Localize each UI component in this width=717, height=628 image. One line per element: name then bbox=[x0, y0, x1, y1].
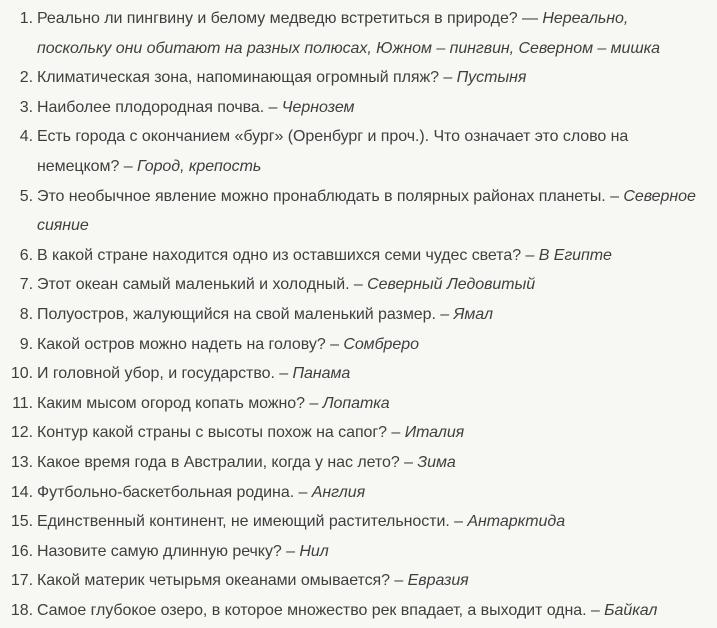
item-number: 16. bbox=[10, 542, 33, 560]
item-answer: Италия bbox=[404, 424, 465, 442]
item-number: 8. bbox=[19, 305, 33, 323]
item-text bbox=[33, 389, 717, 419]
item-text bbox=[33, 93, 717, 123]
quiz-item bbox=[0, 596, 717, 626]
item-answer: Антарктида bbox=[467, 513, 566, 531]
quiz-item bbox=[0, 389, 717, 419]
item-number: 17. bbox=[10, 572, 33, 590]
item-answer: Сомбреро bbox=[343, 335, 419, 353]
item-answer: Панама bbox=[292, 365, 351, 383]
quiz-item bbox=[0, 359, 717, 389]
item-answer: Северный Ледовитый bbox=[367, 276, 536, 294]
item-question: Наиболее плодородная почва. – bbox=[37, 98, 282, 116]
item-question: Каким мысом огород копать можно? – bbox=[37, 394, 323, 412]
item-question: Какой материк четырьмя океанами омывается? – bbox=[37, 572, 408, 590]
item-answer: Нереально, поскольку они обитают на разных полюсах, Южном – пингвин, Северном – мишка bbox=[37, 10, 660, 57]
item-question: Климатическая зона, напоминающая огромный пляж? – bbox=[37, 69, 457, 87]
item-text bbox=[33, 596, 717, 626]
item-question: Какой остров можно надеть на голову? – bbox=[37, 335, 344, 353]
item-text bbox=[33, 4, 717, 63]
item-number: 2. bbox=[19, 69, 33, 87]
item-answer: Северное сияние bbox=[37, 187, 696, 235]
quiz-item bbox=[0, 448, 717, 478]
item-text bbox=[33, 63, 717, 93]
item-text bbox=[33, 507, 717, 537]
item-answer: Лопатка bbox=[322, 394, 390, 412]
item-text bbox=[33, 566, 717, 596]
item-number: 18. bbox=[10, 601, 33, 619]
item-question: Этот океан самый маленький и холодный. – bbox=[37, 276, 368, 294]
item-text bbox=[33, 448, 717, 478]
item-question: Единственный континент, не имеющий растительности. – bbox=[37, 513, 468, 531]
item-number: 3. bbox=[19, 98, 33, 116]
quiz-item bbox=[0, 537, 717, 567]
item-text bbox=[33, 330, 717, 360]
quiz-item bbox=[0, 270, 717, 300]
item-text bbox=[33, 300, 717, 330]
item-question: Самое глубокое озеро, в которое множество рек впадает, а выходит одна. – bbox=[37, 601, 605, 619]
quiz-item bbox=[0, 93, 717, 123]
item-question: Реально ли пингвину и белому медведю встретиться в природе? — bbox=[37, 10, 543, 27]
item-answer: Ямал bbox=[453, 305, 493, 323]
item-text bbox=[33, 182, 717, 241]
item-answer: Город, крепость bbox=[136, 157, 262, 175]
item-question: Есть города с окончанием «бург» (Оренбург и проч.). Что означает это слово на немецком? – bbox=[37, 128, 629, 175]
quiz-item bbox=[0, 330, 717, 360]
item-question: Контур какой страны с высоты похож на сапог? – bbox=[37, 424, 405, 442]
item-text bbox=[33, 359, 717, 389]
quiz-item bbox=[0, 300, 717, 330]
item-number: 15. bbox=[10, 513, 33, 531]
item-number: 10. bbox=[10, 365, 33, 383]
item-number: 1. bbox=[19, 10, 33, 27]
item-answer: Байкал bbox=[604, 601, 658, 619]
item-answer: Зима bbox=[417, 453, 456, 471]
item-number: 5. bbox=[19, 187, 33, 205]
item-text bbox=[33, 478, 717, 508]
item-question: И головной убор, и государство. – bbox=[37, 365, 293, 383]
quiz-item bbox=[0, 478, 717, 508]
item-text bbox=[33, 418, 717, 448]
item-question: Полуостров, жалующийся на свой маленький размер. – bbox=[37, 305, 454, 323]
item-number: 4. bbox=[19, 128, 33, 146]
item-answer: Нил bbox=[299, 542, 329, 560]
item-question: В какой стране находится одно из оставшихся семи чудес света? – bbox=[37, 246, 539, 264]
item-text bbox=[33, 537, 717, 567]
item-question: Какое время года в Австралии, когда у нас лето? – bbox=[37, 453, 418, 471]
item-number: 14. bbox=[10, 483, 33, 501]
quiz-item bbox=[0, 418, 717, 448]
item-question: Назовите самую длинную речку? – bbox=[37, 542, 300, 560]
quiz-item bbox=[0, 182, 717, 241]
item-answer: В Египте bbox=[538, 246, 612, 264]
item-question: Футбольно-баскетбольная родина. – bbox=[37, 483, 312, 501]
item-number: 7. bbox=[19, 276, 33, 294]
item-answer: Англия bbox=[311, 483, 366, 501]
item-text bbox=[33, 270, 717, 300]
quiz-item bbox=[0, 63, 717, 93]
item-number: 12. bbox=[10, 424, 33, 442]
quiz-item bbox=[0, 241, 717, 271]
item-number: 13. bbox=[10, 453, 33, 471]
item-number: 9. bbox=[19, 335, 33, 353]
quiz-item bbox=[0, 4, 717, 63]
item-question: Это необычное явление можно пронаблюдать в полярных районах планеты. – bbox=[37, 187, 624, 205]
item-answer: Пустыня bbox=[456, 69, 527, 87]
item-number: 11. bbox=[12, 394, 33, 412]
quiz-item bbox=[0, 507, 717, 537]
item-text bbox=[33, 122, 717, 181]
quiz-item bbox=[0, 566, 717, 596]
item-answer: Чернозем bbox=[281, 98, 355, 116]
item-number: 6. bbox=[19, 246, 33, 264]
item-answer: Евразия bbox=[407, 572, 469, 590]
quiz-item bbox=[0, 122, 717, 181]
item-text bbox=[33, 241, 717, 271]
